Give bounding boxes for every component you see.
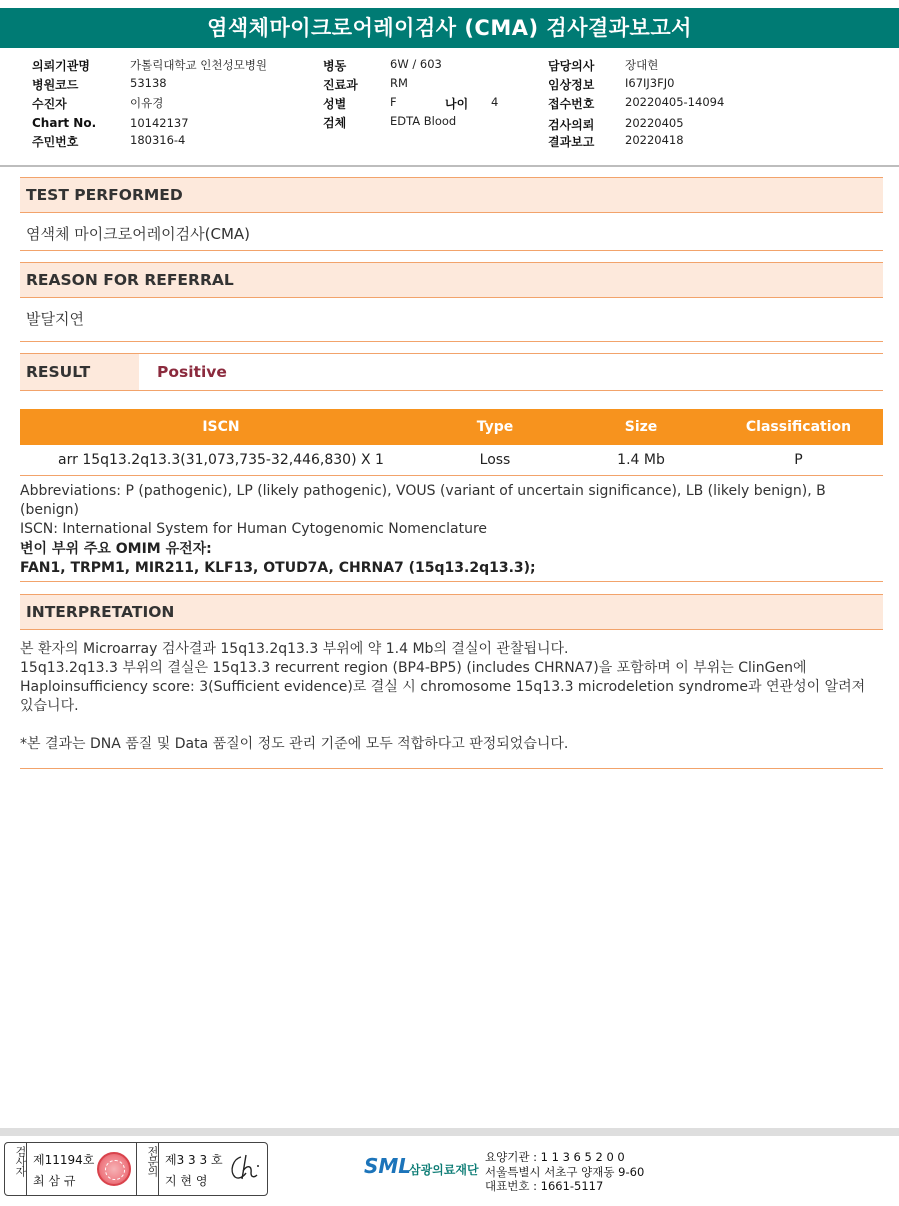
patient-info	[0, 54, 899, 154]
omim-heading: 변이 부위 주요 OMIM 유전자:	[20, 541, 212, 557]
divider	[20, 581, 883, 582]
info-label: 병동	[323, 59, 347, 73]
info-value-clinical-info: I67IJ3FJ0	[625, 76, 675, 90]
info-value-physician: 장대현	[625, 58, 659, 72]
info-label: Chart No.	[32, 116, 97, 130]
info-label: 접수번호	[548, 97, 595, 111]
info-value-sex: F	[390, 95, 397, 109]
table-row	[20, 445, 883, 475]
header-divider	[0, 165, 899, 167]
result-row	[20, 353, 883, 391]
info-label: 담당의사	[548, 59, 595, 73]
examiner-cell	[27, 1143, 137, 1195]
sml-logo	[364, 1146, 482, 1190]
info-value-age: 4	[491, 95, 499, 109]
info-label: 검사의뢰	[548, 118, 595, 132]
info-label: 검체	[323, 116, 347, 130]
info-value-ward: 6W / 603	[390, 57, 442, 71]
info-label: 임상정보	[548, 78, 595, 92]
quality-note: *본 결과는 DNA 품질 및 Data 품질이 정도 관리 기준에 모두 적합하다고 판정되었습니다.	[20, 736, 569, 752]
info-label: 수진자	[32, 97, 67, 111]
examiner-name: 최 삼 규	[33, 1174, 76, 1188]
result-value: Positive	[157, 363, 227, 381]
section-interpretation: INTERPRETATION	[20, 594, 883, 630]
info-value-report-date: 20220418	[625, 133, 684, 147]
info-value-specimen: EDTA Blood	[390, 114, 457, 128]
referral-value: 발달지연	[26, 310, 84, 328]
info-value-referring-hospital: 가톨릭대학교 인천성모병원	[130, 58, 267, 72]
abbreviations-line: Abbreviations: P (pathogenic), LP (likely pathogenic), VOUS (variant of uncertain significance), LB (likely benign), B (benign)	[20, 483, 826, 518]
column-header-type: Type	[422, 409, 568, 445]
seal-stamp	[97, 1152, 131, 1186]
divider	[20, 341, 883, 342]
org-code: 요양기관 : 1 1 3 6 5 2 0 0	[485, 1150, 625, 1164]
divider	[20, 768, 883, 769]
interpretation-line: 본 환자의 Microarray 검사결과 15q13.2q13.3 부위에 약 1.4 Mb의 결실이 관찰됩니다.	[20, 641, 569, 657]
cell-size: 1.4 Mb	[568, 445, 714, 475]
info-label: 주민번호	[32, 135, 79, 149]
footer-divider	[0, 1128, 899, 1136]
specialist-license: 제3 3 3 호	[165, 1153, 223, 1167]
signature-box	[4, 1142, 268, 1196]
column-header-iscn: ISCN	[20, 409, 422, 445]
divider	[20, 250, 883, 251]
specialist-cell	[159, 1143, 267, 1195]
omim-gene-list: FAN1, TRPM1, MIR211, KLF13, OTUD7A, CHRNA7 (15q13.2q13.3);	[20, 560, 536, 576]
column-header-classification: Classification	[714, 409, 883, 445]
test-performed-value: 염색체 마이크로어레이검사(CMA)	[26, 225, 251, 243]
info-value-department: RM	[390, 76, 408, 90]
logo-name: 삼광의료재단	[409, 1163, 479, 1177]
section-test-performed: TEST PERFORMED	[20, 177, 883, 213]
result-label: RESULT	[20, 354, 139, 390]
table-header-row	[20, 409, 883, 445]
examiner-label: 검사자	[5, 1143, 27, 1195]
examiner-license: 제11194호	[33, 1153, 95, 1167]
info-label: 결과보고	[548, 135, 595, 149]
column-header-size: Size	[568, 409, 714, 445]
info-value-resident-no: 180316-4	[130, 133, 186, 147]
logo-mark: SML	[364, 1154, 412, 1178]
result-table	[20, 409, 883, 476]
interpretation-line: 있습니다.	[20, 698, 79, 714]
info-label: 진료과	[323, 78, 358, 92]
section-referral: REASON FOR REFERRAL	[20, 262, 883, 298]
cell-type: Loss	[422, 445, 568, 475]
interpretation-line: 15q13.2q13.3 부위의 결실은 15q13.3 recurrent region (BP4-BP5) (includes CHRNA7)을 포함하며 이 부위는 ClinGen에	[20, 660, 807, 676]
cell-iscn: arr 15q13.2q13.3(31,073,735-32,446,830) X 1	[20, 445, 422, 475]
org-phone: 대표번호 : 1661-5117	[485, 1179, 604, 1193]
abbreviations	[20, 482, 883, 539]
interpretation-body	[20, 640, 883, 754]
info-value-hospital-code: 53138	[130, 76, 167, 90]
info-value-receipt-no: 20220405-14094	[625, 95, 725, 109]
info-value-chart-no: 10142137	[130, 116, 189, 130]
omim-genes	[20, 540, 883, 578]
info-value-patient-name: 이유경	[130, 96, 164, 110]
specialist-name: 지 현 영	[165, 1174, 208, 1188]
handwritten-signature	[227, 1151, 263, 1183]
info-label: 나이	[445, 97, 469, 111]
info-label: 성별	[323, 97, 347, 111]
info-label: 의뢰기관명	[32, 59, 90, 73]
cell-classification: P	[714, 445, 883, 475]
org-address: 서울특별시 서초구 양재동 9-60	[485, 1164, 645, 1179]
specialist-label: 전문의	[137, 1143, 159, 1195]
organization-info	[485, 1150, 644, 1194]
report-title: 염색체마이크로어레이검사 (CMA) 검사결과보고서	[0, 8, 899, 48]
interpretation-line: Haploinsufficiency score: 3(Sufficient evidence)로 결실 시 chromosome 15q13.3 microdeletion syndrome과 연관성이 알려져	[20, 679, 866, 695]
iscn-definition: ISCN: International System for Human Cytogenomic Nomenclature	[20, 521, 488, 537]
info-value-request-date: 20220405	[625, 116, 684, 130]
info-label: 병원코드	[32, 78, 79, 92]
